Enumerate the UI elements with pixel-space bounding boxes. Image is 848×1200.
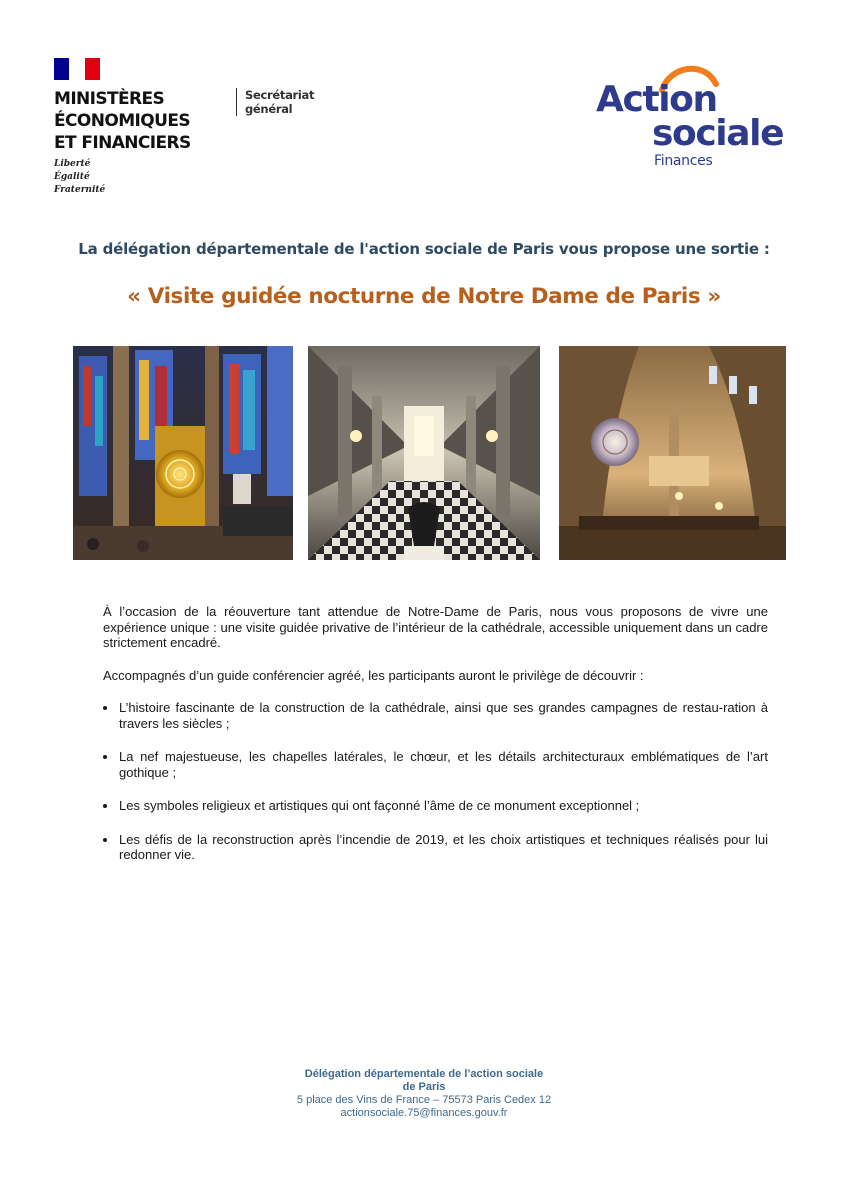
page-title: « Visite guidée nocturne de Notre Dame de Paris » xyxy=(127,284,721,309)
logo-word-sociale: sociale xyxy=(652,113,784,154)
french-flag-icon xyxy=(54,58,100,80)
footer-org-line-2: de Paris xyxy=(402,1081,446,1093)
footer-address: 5 place des Vins de France – 75573 Paris Cedex 12 xyxy=(296,1094,552,1106)
secretariat-line: général xyxy=(245,102,293,116)
footer xyxy=(0,1068,848,1120)
ministry-logo xyxy=(54,58,191,197)
ministry-line: MINISTÈRES xyxy=(54,89,165,109)
intro-paragraph: À l’occasion de la réouverture tant attendue de Notre-Dame de Paris, nous vous proposons de vivre une expérience unique : une visite guidée privative de l’intérieur de la cathédrale, accessible uniquement dans un cadre strictement encadré. xyxy=(103,604,768,650)
logo-word-action: Action xyxy=(596,79,717,120)
stained-glass-chapel-photo xyxy=(73,346,293,560)
bullet-list xyxy=(103,700,768,863)
intro-heading: La délégation départementale de l'action sociale de Paris vous propose une sortie : xyxy=(78,240,770,258)
logo-word-finances: Finances xyxy=(654,153,713,169)
action-sociale-logo xyxy=(594,60,784,175)
motto-line: Fraternité xyxy=(54,185,106,195)
motto-line: Liberté xyxy=(54,159,91,169)
footer-email: actionsociale.75@finances.gouv.fr xyxy=(340,1107,508,1119)
list-item: L’histoire fascinante de la construction de la cathédrale, ainsi que ses grandes campagnes de restau-ration à travers les siècles ; xyxy=(103,700,768,731)
body-text xyxy=(103,604,768,881)
ministry-line: ET FINANCIERS xyxy=(54,133,191,153)
secretariat-line: Secrétariat xyxy=(245,88,315,102)
republic-motto xyxy=(54,158,191,197)
secretariat-label xyxy=(236,88,314,116)
ministry-line: ÉCONOMIQUES xyxy=(54,111,190,131)
footer-org-line: Délégation départementale de l’action sociale xyxy=(304,1068,544,1080)
transept-rose-window-photo xyxy=(559,346,786,560)
cathedral-nave-photo xyxy=(308,346,540,560)
list-item: Les symboles religieux et artistiques qui ont façonné l’âme de ce monument exceptionnel ; xyxy=(103,798,768,814)
list-item: La nef majestueuse, les chapelles latérales, le chœur, et les détails architecturaux emblématiques de l’art gothique ; xyxy=(103,749,768,780)
motto-line: Égalité xyxy=(54,172,90,182)
ministry-name xyxy=(54,88,191,154)
list-item: Les défis de la reconstruction après l’incendie de 2019, et les choix artistiques et techniques réalisés pour lui redonner vie. xyxy=(103,832,768,863)
guide-paragraph: Accompagnés d’un guide conférencier agréé, les participants auront le privilège de découvrir : xyxy=(103,667,644,683)
